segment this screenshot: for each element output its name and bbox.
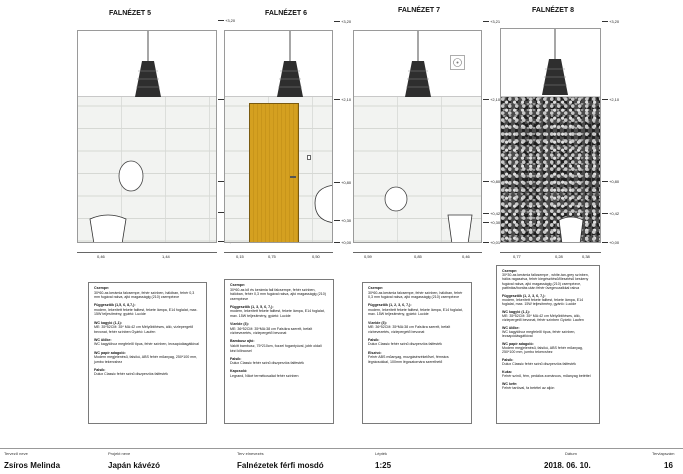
designer-name: Zsíros Melinda [4, 461, 61, 470]
pendant-lamp-icon [128, 31, 168, 103]
wall-elevation-6 [224, 30, 333, 243]
bamboo-door [249, 103, 299, 243]
designer-label: Tervező neve [4, 451, 28, 456]
pendant-lamp-icon [535, 29, 575, 101]
notes-wall-6: Csempe: 30*60-as kő és kerámia fali falcsempe, fehér színben, hálóban, fehér 0,3 mm fugával rakva, ajtó magasságig (210) csempézve Függesztők (1, 3, 5, 6, 7,): modern, lekerített fekete falitest, fekete lámpa, E14 foglalat, max. 15W teljesítmény, gyártó: Lucide Vizelde (3): ME: 36*52CM: 35*MA:38 cm Falsíkra szerelt, befalt vízbevezetés, vízlepergető bevonat Bambusz ajtó: Vakítt bambusz, 75*210cm, fozzel fogantyúval, jobb oldali kézi kilinccsel Falsík: Dulux Classic fehér színű diszperziós falfesték Kapcsoló: Legrand, Niloé termékcsalád fehér színben [224, 279, 334, 424]
urinal-icon [446, 213, 474, 243]
door-handle-icon [290, 176, 296, 178]
patterned-wallpaper [501, 97, 600, 242]
notes-wall-7: Csempe: 30*60-as kerámia falcsempe, fehér színben, hálóban, fehér 0,3 mm fugával rakva, ajtó magasságig (210) csempézve Függesztők (1, 2, 3, 6, 7,): modern, lekerített fekete falitest, fekete lámpa, E14 foglalat, max. 15W teljesítmény, gyártó: Lucide Vizelde (3): ME: 36*52CM: 35*MA:38 cm Falsíkra szerelt, befalt vízbevezetés, vízlepergető bevonat Falsík: Dulux Classic fehér színű diszperziós falfesték Elszívó: Fehér ABS műanyag, mozgásérzékelővel, fémrács légrácsokkal, 100mm légcsatornára szerelhető [362, 282, 472, 424]
elevation-label: +3,20 [218, 18, 235, 23]
dimension-label: 0,59 [364, 254, 372, 259]
wc-bowl-icon [88, 211, 128, 243]
project-label: Projekt neve [108, 451, 131, 456]
dimension-label: 1,44 [162, 254, 170, 259]
elevation-label: +0,30 [483, 220, 500, 225]
elevation-label: +2,10 [334, 97, 351, 102]
dimension-label: 0,28 [555, 254, 563, 259]
elevation-label: +2,10 [602, 97, 619, 102]
elevation-label: +2,10 [483, 97, 500, 102]
wall-title-8: FALNÉZET 8 [531, 7, 574, 14]
mirror-icon [383, 185, 409, 213]
elevation-label: +0,80 [483, 179, 500, 184]
dimension-label: 0,50 [312, 254, 320, 259]
dimension-label: 0,46 [462, 254, 470, 259]
drawing-name: Falnézetek férfi mosdó [237, 461, 324, 470]
elevation-label: +0,42 [602, 211, 619, 216]
project-name: Japán kávézó [108, 461, 161, 470]
pendant-lamp-icon [398, 31, 438, 103]
scale-label: Lépték [375, 451, 388, 456]
scale-value: 1:25 [375, 461, 392, 470]
mirror-icon [116, 159, 146, 193]
elevation-label: +0,00 [602, 240, 619, 245]
sheet-number: 16 [664, 461, 673, 470]
wall-elevation-5 [77, 30, 217, 243]
sheet-label: Tervlapszám [652, 451, 675, 456]
elevation-label: +0,80 [334, 180, 351, 185]
drawing-label: Terv elnevezés [237, 451, 264, 456]
notes-wall-8: Csempe: 30*30-as kerámia falicsempe , white-tan-grey színben, hálós ragasztva, fehér kiegészítésű/illesztésű keskeny fugával rakva, ajtó magasságig (210) csempézve, pattintás/bontás után fehér üvegmozaikkal rakva Függesztők (1, 2, 3, 6, 7,): modern, lekerített fekete falitest, fekete lámpa, E14 foglalat, max. 15W teljesítmény, gyártó: Lucide WC kagyló (1,1): ME: 35*52CM: 35* MA:42 cm Mélyöblítéses, álló, vízlepergető bevonat, fehér színben Gyártó: Laufen WC ülőke: WC kagylóhoz megfelelő típus, fehér színben, lecsapódásgátlóval WC papír adagoló: Modern megjelenésű, falsíkú, ABS fehér műanyag, 250*100 mm, jumbo tekercshez Falsík: Dulux Classic fehér színű diszperziós falfesték Kuka: Fehér színű, fém, pedálos zománcos, műanyag betéttel WC kefe: Fehér tartóval, fa betétel az aljón [496, 265, 600, 424]
urinal-icon [311, 183, 333, 225]
elevation-label: +3,20 [602, 19, 619, 24]
elevation-label: +0,00 [334, 240, 351, 245]
dimension-label: 0,15 [236, 254, 244, 259]
date-label: Dátum [565, 451, 577, 456]
pendant-lamp-icon [270, 31, 310, 103]
wc-bowl-icon [557, 214, 585, 243]
wall-elevation-8 [500, 28, 601, 243]
elevation-label: +3,20 [334, 19, 351, 24]
date-value: 2018. 06. 10. [544, 461, 591, 470]
exhaust-fan-icon [450, 55, 465, 70]
wall-title-7: FALNÉZET 7 [397, 7, 440, 14]
light-switch-icon [307, 155, 311, 160]
elevation-label: +3,21 [483, 19, 500, 24]
dimension-label: 0,46 [97, 254, 105, 259]
dimension-label: 0,85 [414, 254, 422, 259]
elevation-label: +0,30 [334, 218, 351, 223]
title-block [0, 448, 683, 474]
wall-elevation-7 [353, 30, 482, 243]
wall-title-5: FALNÉZET 5 [108, 10, 151, 17]
elevation-label: +0,80 [602, 179, 619, 184]
dimension-label: 0,77 [513, 254, 521, 259]
elevation-label: +0,01 [483, 240, 500, 245]
notes-wall-5: Csempe: 30*60-as kerámia falcsempe, fehér színben, hálóban, fehér 0,3 mm fugával rakva, ajtó magasságig (210) csempézve Függesztők (1,5, 6, 8,7,): modern, lekerített fekete falitest, fekete lámpa, E14 foglalat, max. 15W teljesítmény, gyártó: Lucide WC kagyló (1,1): ME: 35*52CM: 35* MA:42 cm Mélyöblítéses, álló, vízlepergető bevonat, fehér színben Gyártó: Laufen WC ülőke: WC kagylóhoz megfelelő típus, fehér színben, lecsapódásgátlóval WC papír adagoló: Modern megjelenésű, falsíkú, ABS fehér műanyag, 250*100 mm, jumbo tekercshez Falsík: Dulux Classic fehér színű diszperziós falfesték [88, 282, 207, 424]
dimension-label: 0,38 [582, 254, 590, 259]
wall-title-6: FALNÉZET 6 [264, 10, 307, 17]
dimension-label: 0,75 [268, 254, 276, 259]
elevation-label: +0,42 [483, 211, 500, 216]
